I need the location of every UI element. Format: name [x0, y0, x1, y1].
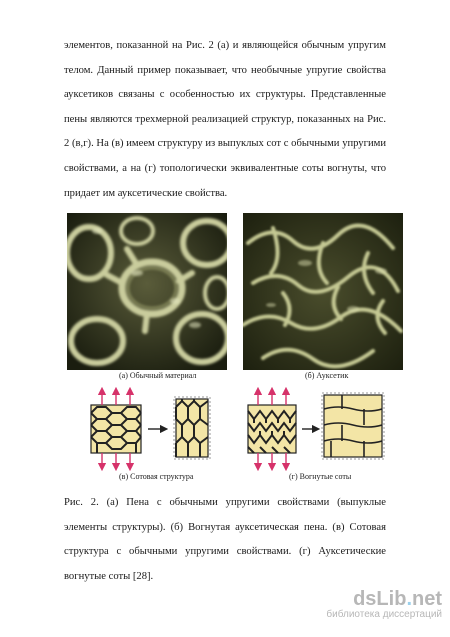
body-paragraph: элементов, показанной на Рис. 2 (а) и являющейся обычным упругим телом. Данный пример показывает, что необычные упругие свойства ауксетиков связаны с особенностью их структуры. Представленные пены являются трехмерной реализацией структур, показанных на Рис. 2 (в,г). На (в) имеем структуру из выпуклых сот с обычными упругими свойствами, а на (г) топологически эквивалентные соты вогнуты, что придает им ауксетические свойства. — [64, 40, 386, 199]
figure-label-b: (б) Ауксетик — [305, 371, 349, 380]
figure-caption: Рис. 2. (а) Пена с обычными упругими свойствами (выпуклые элементы структуры). (б) Вогнутая ауксетическая пена. (в) Сотовая структура с обычными упругими свойствами. (г) Ауксетические вогнутые соты [28]. — [64, 497, 386, 582]
honeycomb-stretched — [174, 397, 210, 459]
photo-auxetic-foam — [243, 213, 403, 370]
watermark — [308, 588, 442, 620]
watermark-logo: dsLib.net — [353, 588, 442, 610]
honeycomb-expanded — [322, 393, 384, 459]
figure-label-c: (в) Сотовая структура — [119, 472, 194, 481]
structure-diagram — [88, 385, 388, 473]
figure-label-a: (а) Обычный материал — [119, 371, 197, 380]
honeycomb-reentrant — [248, 405, 296, 453]
figure-label-d: (г) Вогнутые соты — [289, 472, 352, 481]
honeycomb-convex — [91, 405, 141, 453]
photo-conventional-foam — [67, 213, 227, 370]
watermark-subtitle: библиотека диссертаций — [326, 609, 442, 620]
